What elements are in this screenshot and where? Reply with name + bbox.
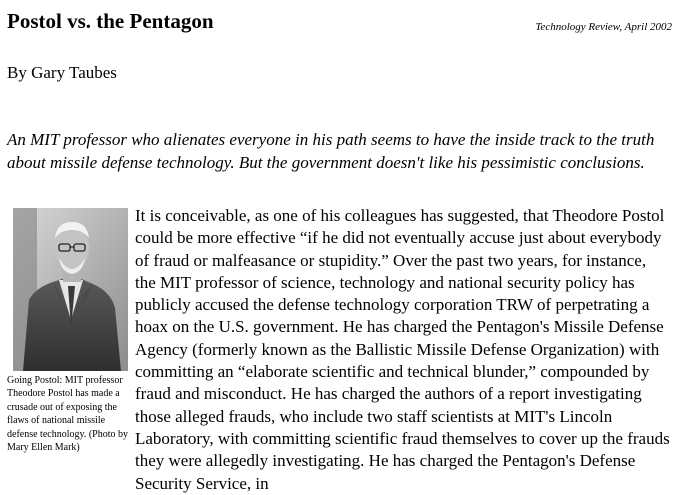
article-title: Postol vs. the Pentagon bbox=[7, 9, 214, 33]
article-body: It is conceivable, as one of his colleagues has suggested, that Theodore Postol could be more effective “if he did not eventually accuse just about everybody of fraud or malfeasance or stupidity.” Over the past two years, for instance, the MIT professor of science, technology and national security policy has publicly accused the defense technology corporation TRW of perpetrating a hoax on the U.S. government. He has charged the Pentagon's Missile Defense Agency (formerly known as the Ballistic Missile Defense Organization) with committing an “elaborate scientific and technical blunder,” compounded by fraud and misconduct. He has charged the authors of a report investigating those alleged frauds, who include two staff scientists at MIT's Lincoln Laboratory, with committing scientific fraud themselves to cover up the frauds they were allegedly investigating. He has charged the Pentagon's Defense Security Service, in bbox=[135, 206, 670, 493]
article-dek: An MIT professor who alienates everyone in his path seems to have the inside track to the truth about missile defense technology. But the government doesn't like his pessimistic conclusions. bbox=[7, 130, 655, 172]
photo-caption: Going Postol: MIT professor Theodore Postol has made a crusade out of exposing the flaws of national missile defense technology. (Photo by Mary Ellen Mark) bbox=[7, 375, 128, 454]
portrait-illustration bbox=[13, 208, 128, 371]
portrait-photo bbox=[13, 208, 128, 371]
portrait-figure bbox=[7, 208, 131, 454]
byline: By Gary Taubes bbox=[7, 63, 117, 82]
source-citation: Technology Review, April 2002 bbox=[535, 21, 672, 33]
